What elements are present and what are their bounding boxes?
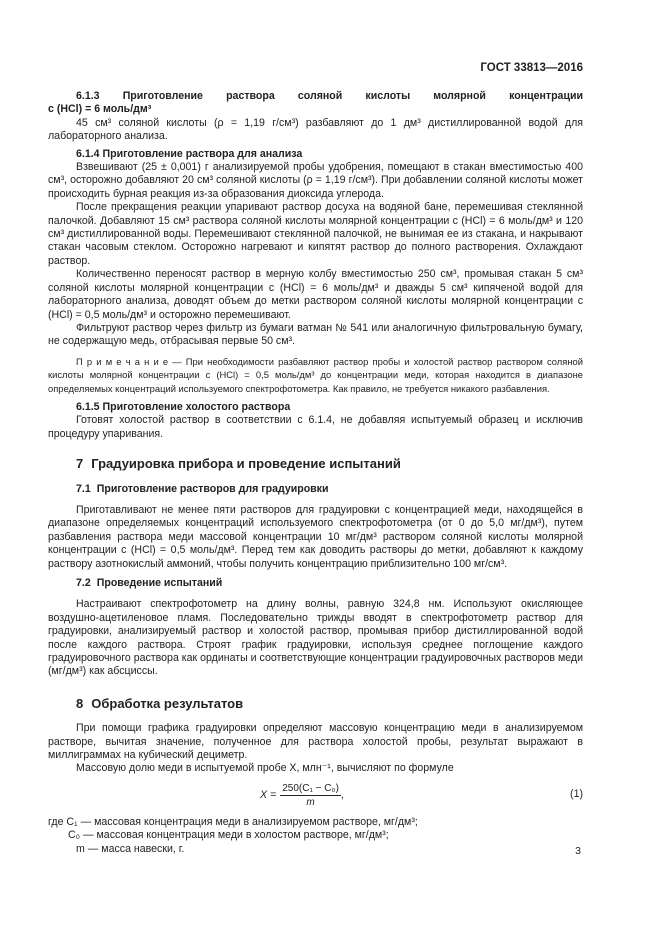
paragraph: Взвешивают (25 ± 0,001) г анализируемой пробы удобрения, помещают в стакан вместимостью 400 см³, осторожно добавляют 20 см³ соляной кислоты (ρ = 1,19 г/см³). При добавлении соляной кислоты может происходить бурная реакция из-за образования диоксида углерода.	[48, 161, 583, 200]
subsection-title: Проведение испытаний	[96, 577, 223, 589]
document-body	[48, 90, 583, 856]
section-title: Градуировка прибора и проведение испытаний	[91, 456, 401, 472]
legend-line: m — масса навески, г.	[76, 842, 185, 855]
note	[48, 355, 583, 395]
formula-numerator: 250(C₁ − C₀)	[282, 782, 339, 794]
note-label: П р и м е ч а н и е	[76, 355, 169, 367]
section-number: 8	[76, 695, 84, 711]
subsection-6-1-5-title: 6.1.5 Приготовление холостого раствора	[76, 400, 291, 413]
formula-expression	[260, 782, 344, 809]
page-number: 3	[575, 845, 581, 857]
section-7-heading	[76, 457, 583, 470]
paragraph: При помощи графика градуировки определяют массовую концентрацию меди в анализируемом растворе, вычитая значение, полученное для раствора холостой пробы, результат выражают в миллиграммах на кубический дециметр.	[48, 722, 583, 762]
note-text: — При необходимости разбавляют раствор пробы и холостой раствор раствором соляной кислоты молярной концентрации c (HCl) = 0,5 моль/дм³ до концентрации меди, которая находится в диапазоне определяемых концентраций используемого спектрофотометра. Как правило, не требуется никакого разбавления.	[48, 355, 583, 394]
standard-number: ГОСТ 33813—2016	[480, 62, 583, 74]
subsection-6-1-3-title: 6.1.3 Приготовление раствора соляной кислоты молярной концентрации	[76, 90, 583, 102]
section-number: 7	[76, 456, 84, 472]
formula-legend	[48, 816, 583, 856]
paragraph: Фильтруют раствор через фильтр из бумаги ватман № 541 или аналогичную фильтровальную бумагу, не содержащую медь, отбрасывая первые 50 см³.	[48, 321, 583, 348]
paragraph: 45 см³ соляной кислоты (ρ = 1,19 г/см³) разбавляют до 1 дм³ дистиллированной водой для лабораторного анализа.	[48, 116, 583, 143]
formula-denominator: m	[306, 796, 315, 808]
subsection-title: Приготовление растворов для градуировки	[96, 482, 329, 495]
subsection-7-2-heading	[76, 577, 583, 590]
formula-tail: ,	[340, 788, 344, 801]
formula-lhs: X =	[260, 788, 277, 801]
formula-fraction	[280, 782, 341, 809]
paragraph: После прекращения реакции упаривают раствор досуха на водяной бане, перемешивая стеклянной палочкой. Добавляют 15 см³ раствора соляной кислоты молярной концентрации c (HCl) = 6 моль/дм³ и 120 см³ дистиллированной воды. Перемешивают стеклянной палочкой, не вынимая ее из стакана, и накрывают стакан часовым стеклом. Осторожно нагревают и кипятят раствор до полного растворения. Охлаждают раствор.	[48, 201, 583, 267]
subsection-6-1-4-title: 6.1.4 Приготовление раствора для анализа	[76, 147, 303, 160]
subsection-number: 7.1	[76, 482, 91, 495]
section-title: Обработка результатов	[91, 695, 244, 711]
formula-1	[48, 780, 583, 814]
section-8-heading	[76, 697, 583, 710]
paragraph: Массовую долю меди в испытуемой пробе X, млн⁻¹, вычисляют по формуле	[76, 762, 454, 775]
subsection-number: 7.2	[76, 577, 91, 589]
paragraph: Приготавливают не менее пяти растворов для градуировки с концентрацией меди, находящейся в диапазоне определяемых концентраций используемого спектрофотометра (от 0 до 5,0 мг/дм³), путем разбавления раствора меди массовой концентрации 10 мг/дм³ раствором соляной кислоты молярной концентрации c (HCl) = 0,5 моль/дм³. Перед тем как доводить растворы до метки, добавляют к каждому раствору азотнокислый аммоний, чтобы получить концентрацию приблизительно 100 мг/см³.	[48, 503, 583, 570]
subsection-7-1-heading	[76, 483, 583, 496]
formula-number: (1)	[570, 787, 583, 800]
legend-line: где C₁ — массовая концентрация меди в анализируемом растворе, мг/дм³;	[48, 815, 418, 828]
paragraph: Настраивают спектрофотометр на длину волны, равную 324,8 нм. Используют окисляющее воздушно-ацетиленовое пламя. Последовательно трижды вводят в спектрофотометр раствор для градуировки, анализируемый раствор и холостой раствор, промывая прибор дистиллированной водой после каждого раствора. Строят график градуировки, используя среднее поглощение каждого градуировочного раствора как ординаты и соответствующие концентрации градуировочных растворов меди (мг/дм³) как абсциссы.	[48, 598, 584, 678]
legend-line: C₀ — массовая концентрация меди в холостом растворе, мг/дм³;	[68, 829, 389, 842]
paragraph: Готовят холостой раствор в соответствии с 6.1.4, не добавляя испытуемый образец и исключив процедуру упаривания.	[48, 414, 583, 440]
subsection-6-1-3-title-cont: c (HCl) = 6 моль/дм³	[48, 103, 152, 116]
paragraph: Количественно переносят раствор в мерную колбу вместимостью 250 см³, промывая стакан 5 см³ соляной кислоты молярной концентрации c (HCl) = 6 моль/дм³ и дважды 5 см³ кипяченой водой для лабораторного анализа, доводят объем до метки раствором соляной кислоты молярной концентрации c (HCl) = 0,5 моль/дм³ и осторожно перемешивают.	[48, 268, 583, 321]
